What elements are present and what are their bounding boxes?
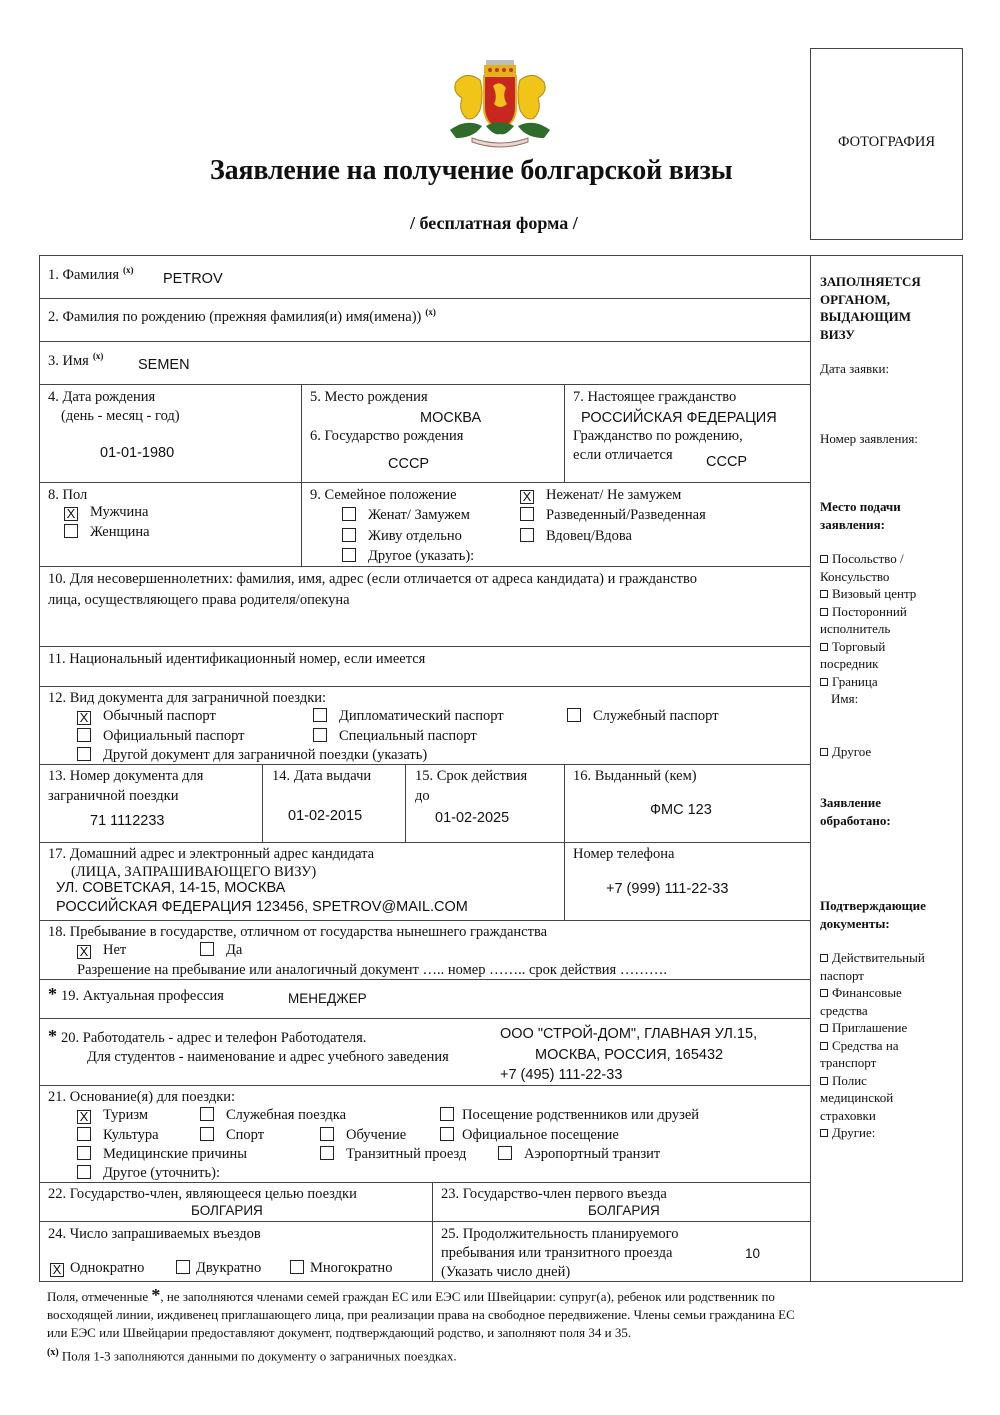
purpose-option-culture[interactable] bbox=[77, 1126, 159, 1144]
row-divider bbox=[39, 384, 810, 385]
checkbox[interactable] bbox=[200, 1107, 214, 1121]
employer-label-text: 20. Работодатель - адрес и телефон Работодателя. bbox=[61, 1030, 367, 1046]
purpose-option-official-visit[interactable] bbox=[440, 1126, 619, 1144]
document-marker: (x) bbox=[47, 1347, 59, 1358]
option-label: Посещение родственников или друзей bbox=[462, 1107, 700, 1123]
name-label-text: 3. Имя bbox=[48, 352, 89, 369]
marital-option-divorced[interactable] bbox=[520, 506, 706, 524]
submission-place-embassy[interactable] bbox=[820, 550, 960, 568]
checkbox[interactable] bbox=[313, 728, 327, 742]
checkbox[interactable] bbox=[77, 747, 91, 761]
coat-of-arms-emblem bbox=[436, 52, 564, 152]
checkbox[interactable] bbox=[820, 1024, 828, 1032]
field-10-minor-guardian-value[interactable] bbox=[48, 615, 798, 639]
birth-surname-label-text: 2. Фамилия по рождению (прежняя фамилия(и) имя(имена)) bbox=[48, 308, 422, 325]
row-divider bbox=[39, 1018, 810, 1019]
option-label: Женат/ Замужем bbox=[368, 507, 470, 523]
supporting-doc-financial-means[interactable] bbox=[820, 984, 960, 1002]
residence-option-no[interactable] bbox=[77, 941, 126, 959]
submission-place-heading bbox=[820, 498, 960, 533]
option-label: Другое bbox=[832, 743, 872, 759]
col-divider bbox=[564, 764, 565, 920]
marital-option-single[interactable] bbox=[520, 486, 681, 504]
option-label: Транзитный проезд bbox=[346, 1146, 467, 1162]
purpose-option-other[interactable] bbox=[77, 1164, 220, 1182]
option-label: Полис bbox=[832, 1072, 867, 1088]
field-17-address-label-2: (ЛИЦА, ЗАПРАШИВАЮЩЕГО ВИЗУ) bbox=[71, 864, 317, 880]
coat-of-arms-icon bbox=[436, 52, 564, 152]
heading-line: Заявление bbox=[820, 795, 882, 810]
field-23-first-entry-state-label: 23. Государство-член первого въезда bbox=[441, 1186, 667, 1202]
supporting-doc-valid-passport[interactable] bbox=[820, 949, 960, 967]
option-label: Другое (указать): bbox=[368, 548, 475, 564]
field-10-minor-guardian-label-2: лица, осуществляющего права родителя/опекуна bbox=[48, 592, 350, 608]
field-25-duration-label: 25. Продолжительность планируемого bbox=[441, 1226, 679, 1242]
checkbox[interactable] bbox=[290, 1260, 304, 1274]
checkbox[interactable] bbox=[820, 1042, 828, 1050]
heading-line: Подтверждающие bbox=[820, 898, 926, 913]
field-17-address-label: 17. Домашний адрес и электронный адрес кандидата bbox=[48, 846, 375, 862]
field-20-employer-value-line-3[interactable]: +7 (495) 111-22-33 bbox=[500, 1067, 623, 1083]
field-13-doc-number-value[interactable]: 71 1112233 bbox=[90, 813, 165, 829]
heading-line: обработано: bbox=[820, 812, 891, 828]
entries-option-single[interactable] bbox=[50, 1259, 144, 1277]
submission-place-commercial-intermediary[interactable] bbox=[820, 638, 960, 656]
field-17-address-value-line-1[interactable]: УЛ. СОВЕТСКАЯ, 14-15, МОСКВА bbox=[56, 880, 286, 896]
checkbox-checked[interactable]: X bbox=[77, 945, 91, 959]
heading-line: ОРГАНОМ, bbox=[820, 291, 891, 307]
heading-line: заявления: bbox=[820, 516, 886, 532]
document-marker: (x) bbox=[123, 265, 134, 275]
checkbox[interactable] bbox=[64, 524, 78, 538]
field-6-birth-country-value[interactable]: СССР bbox=[388, 456, 430, 472]
submission-place-other[interactable] bbox=[820, 743, 960, 761]
submission-place-border[interactable] bbox=[820, 673, 960, 691]
option-label: Медицинские причины bbox=[103, 1146, 247, 1162]
option-label: Средства на bbox=[832, 1037, 899, 1053]
marital-option-separated[interactable] bbox=[342, 527, 462, 545]
field-19-profession-value[interactable]: МЕНЕДЖЕР bbox=[288, 991, 367, 1006]
checkbox[interactable] bbox=[567, 708, 581, 722]
checkbox-checked[interactable]: X bbox=[50, 1263, 64, 1277]
side-panel-divider bbox=[810, 255, 811, 1282]
checkbox-checked[interactable]: X bbox=[520, 490, 534, 504]
marital-option-married[interactable] bbox=[342, 506, 470, 524]
sex-option-female[interactable] bbox=[64, 523, 150, 541]
supporting-doc-other[interactable] bbox=[820, 1124, 960, 1142]
supporting-docs-list bbox=[820, 949, 960, 1142]
field-19-profession-label bbox=[48, 985, 224, 1005]
purpose-option-sport[interactable] bbox=[200, 1126, 264, 1144]
checkbox[interactable] bbox=[77, 1165, 91, 1179]
option-label-continued: паспорт bbox=[820, 967, 864, 983]
checkbox[interactable] bbox=[820, 989, 828, 997]
field-15-expiry-date-label: 15. Срок действия bbox=[415, 768, 528, 784]
asterisk-marker: * bbox=[151, 1285, 161, 1305]
field-7-birth-citizenship-label: Гражданство по рождению, bbox=[573, 428, 743, 444]
col-divider bbox=[432, 1182, 433, 1282]
field-6-birth-country-label: 6. Государство рождения bbox=[310, 428, 464, 444]
residence-option-yes[interactable] bbox=[200, 941, 242, 959]
row-divider bbox=[39, 298, 810, 299]
row-divider bbox=[39, 566, 810, 567]
field-15-expiry-date-label-2: до bbox=[415, 788, 430, 804]
field-1-surname-label bbox=[48, 261, 134, 284]
option-label: Граница bbox=[832, 673, 878, 689]
option-label: Туризм bbox=[103, 1107, 149, 1123]
option-label: Нет bbox=[103, 942, 127, 958]
checkbox[interactable] bbox=[820, 1077, 828, 1085]
checkbox[interactable] bbox=[342, 507, 356, 521]
checkbox[interactable] bbox=[820, 748, 828, 756]
field-11-national-id-value[interactable] bbox=[480, 650, 780, 668]
option-label: Женщина bbox=[90, 524, 150, 540]
checkbox[interactable] bbox=[342, 548, 356, 562]
checkbox[interactable] bbox=[320, 1146, 334, 1160]
option-label: Обычный паспорт bbox=[103, 708, 216, 724]
checkbox[interactable] bbox=[820, 608, 828, 616]
row-divider bbox=[39, 1182, 810, 1183]
row-divider bbox=[39, 341, 810, 342]
checkbox[interactable] bbox=[440, 1107, 454, 1121]
row-divider bbox=[39, 979, 810, 980]
purpose-option-airport-transit[interactable] bbox=[498, 1145, 660, 1163]
photo-label: ФОТОГРАФИЯ bbox=[838, 134, 935, 150]
option-label-continued: средства bbox=[820, 1002, 868, 1018]
checkbox[interactable] bbox=[820, 590, 828, 598]
field-5-birth-place-value[interactable]: МОСКВА bbox=[420, 410, 482, 426]
field-3-name-label bbox=[48, 347, 103, 370]
checkbox[interactable] bbox=[820, 555, 828, 563]
option-label: Другой документ для заграничной поездки (указать) bbox=[103, 747, 428, 763]
option-label: Культура bbox=[103, 1127, 159, 1143]
option-label: Официальное посещение bbox=[462, 1127, 619, 1143]
field-15-expiry-date-value[interactable]: 01-02-2025 bbox=[435, 810, 510, 826]
field-7-birth-citizenship-value[interactable]: СССР bbox=[706, 454, 748, 470]
option-label: Финансовые bbox=[832, 985, 902, 1000]
col-divider bbox=[301, 384, 302, 566]
side-panel-heading bbox=[820, 273, 960, 343]
checkbox[interactable] bbox=[200, 1127, 214, 1141]
field-25-duration-value[interactable]: 10 bbox=[745, 1246, 761, 1261]
field-25-duration-label-3: (Указать число дней) bbox=[441, 1264, 571, 1280]
footnote-text: , не заполняются членами семей граждан ЕС или ЕЭС или Швейцарии: супруг(а), ребенок или родственник по bbox=[160, 1289, 775, 1304]
row-divider bbox=[39, 482, 810, 483]
option-label-continued: Консульство bbox=[820, 568, 890, 584]
option-label: Приглашение bbox=[832, 1020, 908, 1035]
checkbox[interactable] bbox=[520, 528, 534, 542]
col-divider bbox=[262, 764, 263, 842]
heading-line: ВИЗУ bbox=[820, 326, 855, 342]
side-panel bbox=[820, 273, 960, 1142]
row-divider bbox=[39, 1221, 810, 1222]
option-label-continued: медицинской bbox=[820, 1090, 894, 1105]
checkbox-checked[interactable]: X bbox=[77, 711, 91, 725]
document-marker: (x) bbox=[425, 307, 436, 317]
field-22-destination-state-value[interactable]: БОЛГАРИЯ bbox=[191, 1203, 263, 1218]
field-9-marital-status-label: 9. Семейное положение bbox=[310, 487, 457, 503]
option-label: Специальный паспорт bbox=[339, 728, 477, 744]
option-label: Служебная поездка bbox=[226, 1107, 347, 1123]
field-12-travel-doc-type-label: 12. Вид документа для заграничной поездки: bbox=[48, 690, 327, 706]
option-label: Обучение bbox=[346, 1127, 407, 1143]
heading-line: Место подачи bbox=[820, 499, 901, 514]
asterisk-marker: * bbox=[48, 1026, 57, 1046]
option-label: Другие: bbox=[832, 1125, 876, 1140]
field-20-employer-label bbox=[48, 1027, 366, 1047]
purpose-option-medical[interactable] bbox=[77, 1145, 247, 1163]
footnote-text: Поля 1-3 заполняются данными по документу о заграничных поездках. bbox=[61, 1348, 457, 1364]
checkbox[interactable] bbox=[498, 1146, 512, 1160]
checkbox[interactable] bbox=[440, 1127, 454, 1141]
supporting-docs-heading bbox=[820, 897, 960, 932]
option-label: Вдовец/Вдова bbox=[546, 528, 632, 544]
doc-option-ordinary-passport[interactable] bbox=[77, 707, 216, 725]
field-17-address-value-line-2[interactable]: РОССИЙСКАЯ ФЕДЕРАЦИЯ 123456, SPETROV@MAIL.COM bbox=[56, 899, 468, 915]
checkbox-checked[interactable]: X bbox=[64, 507, 78, 521]
field-10-minor-guardian-label: 10. Для несовершеннолетних: фамилия, имя, адрес (если отличается от адреса кандидата) и гражданство bbox=[48, 571, 697, 587]
option-label: Визовый центр bbox=[832, 586, 917, 601]
field-14-issue-date-label: 14. Дата выдачи bbox=[272, 768, 372, 784]
field-3-name-value[interactable]: SEMEN bbox=[138, 357, 190, 373]
processed-heading bbox=[820, 794, 960, 829]
option-label: Другое (уточнить): bbox=[103, 1165, 220, 1181]
field-1-surname-value[interactable]: PETROV bbox=[163, 271, 223, 287]
checkbox[interactable] bbox=[820, 1129, 828, 1137]
option-label: Дипломатический паспорт bbox=[339, 708, 504, 724]
checkbox[interactable] bbox=[820, 954, 828, 962]
submission-place-list bbox=[820, 550, 960, 760]
field-7-citizenship-label: 7. Настоящее гражданство bbox=[573, 389, 737, 405]
form-subtitle: / бесплатная форма / bbox=[410, 213, 578, 233]
field-16-issued-by-label: 16. Выданный (кем) bbox=[573, 768, 697, 784]
field-22-destination-state-label: 22. Государство-член, являющееся целью поездки bbox=[48, 1186, 357, 1202]
field-23-first-entry-state-value[interactable]: БОЛГАРИЯ bbox=[588, 1203, 660, 1218]
supporting-doc-invitation[interactable] bbox=[820, 1019, 960, 1037]
purpose-option-business[interactable] bbox=[200, 1106, 346, 1124]
option-label: Торговый bbox=[832, 638, 886, 654]
field-13-doc-number-label: 13. Номер документа для bbox=[48, 768, 204, 784]
footnote-text: Поля, отмеченные bbox=[47, 1289, 149, 1304]
doc-option-other-document[interactable] bbox=[77, 746, 427, 764]
field-16-issued-by-value[interactable]: ФМС 123 bbox=[650, 802, 712, 818]
option-label: Посторонний bbox=[832, 603, 907, 619]
submission-place-visa-center[interactable] bbox=[820, 585, 960, 603]
field-21-travel-purpose-label: 21. Основание(я) для поездки: bbox=[48, 1089, 236, 1105]
row-divider bbox=[39, 646, 810, 647]
document-marker: (x) bbox=[92, 351, 104, 361]
option-label: Посольство / bbox=[832, 551, 904, 566]
submission-place-outsourcer[interactable] bbox=[820, 603, 960, 621]
sex-option-male[interactable] bbox=[64, 503, 149, 521]
page-title: Заявление на получение болгарской визы bbox=[210, 155, 733, 186]
purpose-option-tourism[interactable] bbox=[77, 1106, 148, 1124]
option-label: Спорт bbox=[226, 1127, 265, 1143]
option-label: Живу отдельно bbox=[368, 528, 462, 544]
option-label: Неженат/ Не замужем bbox=[546, 487, 682, 503]
field-20-employer-value-line-2[interactable]: МОСКВА, РОССИЯ, 165432 bbox=[535, 1047, 724, 1063]
footnotes bbox=[47, 1286, 957, 1365]
footnote-star-line-1 bbox=[47, 1286, 957, 1306]
field-17-phone-label: Номер телефона bbox=[573, 846, 675, 862]
application-number-label: Номер заявления: bbox=[820, 430, 919, 446]
marital-option-other[interactable] bbox=[342, 547, 474, 565]
field-20-employer-value-line-1[interactable]: ООО "СТРОЙ-ДОМ", ГЛАВНАЯ УЛ.15, bbox=[500, 1026, 758, 1042]
option-label: Двукратно bbox=[196, 1260, 262, 1276]
option-label: Действительный bbox=[832, 950, 925, 965]
supporting-doc-transport-means[interactable] bbox=[820, 1037, 960, 1055]
heading-line: документы: bbox=[820, 915, 890, 931]
footnote-star-line-3: или ЕЭС или Швейцарии предоставляют документ, подтверждающий родство, и заполняют поля 34 и 35. bbox=[47, 1325, 632, 1340]
marital-option-widowed[interactable] bbox=[520, 527, 632, 545]
checkbox[interactable] bbox=[313, 708, 327, 722]
field-18-permit-line: Разрешение на пребывание или аналогичный документ ….. номер …….. срок действия ………. bbox=[77, 962, 667, 978]
row-divider bbox=[39, 1085, 810, 1086]
checkbox[interactable] bbox=[320, 1127, 334, 1141]
option-label-continued: страховки bbox=[820, 1107, 876, 1123]
field-4-birth-date-format: (день - месяц - год) bbox=[61, 408, 180, 424]
option-label: Аэропортный транзит bbox=[524, 1146, 661, 1162]
application-date-label: Дата заявки: bbox=[820, 361, 890, 376]
row-divider bbox=[39, 686, 810, 687]
field-7-citizenship-value[interactable]: РОССИЙСКАЯ ФЕДЕРАЦИЯ bbox=[581, 410, 777, 426]
checkbox[interactable] bbox=[77, 728, 91, 742]
col-divider bbox=[405, 764, 406, 842]
supporting-doc-medical-insurance[interactable] bbox=[820, 1072, 960, 1090]
checkbox[interactable] bbox=[176, 1260, 190, 1274]
row-divider bbox=[39, 920, 810, 921]
field-7-birth-citizenship-label-2: если отличается bbox=[573, 447, 673, 463]
photo-box bbox=[810, 48, 963, 240]
option-label-continued: транспорт bbox=[820, 1055, 877, 1070]
option-label: Мужчина bbox=[90, 504, 149, 520]
entries-option-double[interactable] bbox=[176, 1259, 261, 1277]
checkbox[interactable] bbox=[200, 942, 214, 956]
option-label-continued: посредник bbox=[820, 656, 879, 671]
doc-option-official-passport[interactable] bbox=[77, 727, 244, 745]
field-13-doc-number-label-2: заграничной поездки bbox=[48, 788, 179, 804]
field-2-birth-surname-value[interactable] bbox=[163, 320, 763, 338]
profession-label-text: 19. Актуальная профессия bbox=[61, 988, 224, 1004]
footnote-x bbox=[47, 1344, 957, 1365]
checkbox[interactable] bbox=[820, 678, 828, 686]
field-11-national-id-label: 11. Национальный идентификационный номер, если имеется bbox=[48, 651, 426, 667]
purpose-option-study[interactable] bbox=[320, 1126, 406, 1144]
field-18-residence-label: 18. Пребывание в государстве, отличном от государства нынешнего гражданства bbox=[48, 924, 548, 940]
option-label: Однократно bbox=[70, 1260, 145, 1276]
option-label: Да bbox=[226, 942, 243, 958]
option-label: Служебный паспорт bbox=[593, 708, 719, 724]
field-14-issue-date-value[interactable]: 01-02-2015 bbox=[288, 808, 363, 824]
field-24-entries-label: 24. Число запрашиваемых въездов bbox=[48, 1226, 261, 1242]
asterisk-marker: * bbox=[48, 984, 57, 1004]
doc-option-special-passport[interactable] bbox=[313, 727, 477, 745]
checkbox-checked[interactable]: X bbox=[77, 1110, 91, 1124]
footnote-star-line-2: восходящей линии, иждивенец приглашающего лица, при реализации права на свободное передвижение. Члены семьи гражданина ЕС bbox=[47, 1307, 795, 1322]
checkbox[interactable] bbox=[342, 528, 356, 542]
checkbox[interactable] bbox=[820, 643, 828, 651]
row-divider bbox=[39, 764, 810, 765]
checkbox[interactable] bbox=[77, 1127, 91, 1141]
border-name-label: Имя: bbox=[831, 691, 859, 706]
field-4-birth-date-value[interactable]: 01-01-1980 bbox=[100, 445, 175, 461]
entries-option-multiple[interactable] bbox=[290, 1259, 392, 1277]
option-label: Официальный паспорт bbox=[103, 728, 245, 744]
heading-line: ЗАПОЛНЯЕТСЯ bbox=[820, 274, 921, 289]
option-label-continued: исполнитель bbox=[820, 621, 891, 636]
checkbox[interactable] bbox=[520, 507, 534, 521]
doc-option-service-passport[interactable] bbox=[567, 707, 719, 725]
col-divider bbox=[564, 384, 565, 482]
checkbox[interactable] bbox=[77, 1146, 91, 1160]
field-25-duration-label-2: пребывания или транзитного проезда bbox=[441, 1245, 673, 1261]
option-label: Многократно bbox=[310, 1260, 393, 1276]
field-17-phone-value[interactable]: +7 (999) 111-22-33 bbox=[606, 881, 729, 897]
purpose-option-visiting-family[interactable] bbox=[440, 1106, 699, 1124]
field-4-birth-date-label: 4. Дата рождения bbox=[48, 389, 156, 405]
surname-label-text: 1. Фамилия bbox=[48, 266, 119, 283]
doc-option-diplomatic-passport[interactable] bbox=[313, 707, 504, 725]
field-8-sex-label: 8. Пол bbox=[48, 487, 88, 503]
field-5-birth-place-label: 5. Место рождения bbox=[310, 389, 428, 405]
purpose-option-transit[interactable] bbox=[320, 1145, 466, 1163]
row-divider bbox=[39, 842, 810, 843]
option-label: Разведенный/Разведенная bbox=[546, 507, 706, 523]
heading-line: ВЫДАЮЩИМ bbox=[820, 309, 912, 324]
field-20-school-label: Для студентов - наименование и адрес учебного заведения bbox=[87, 1049, 449, 1065]
